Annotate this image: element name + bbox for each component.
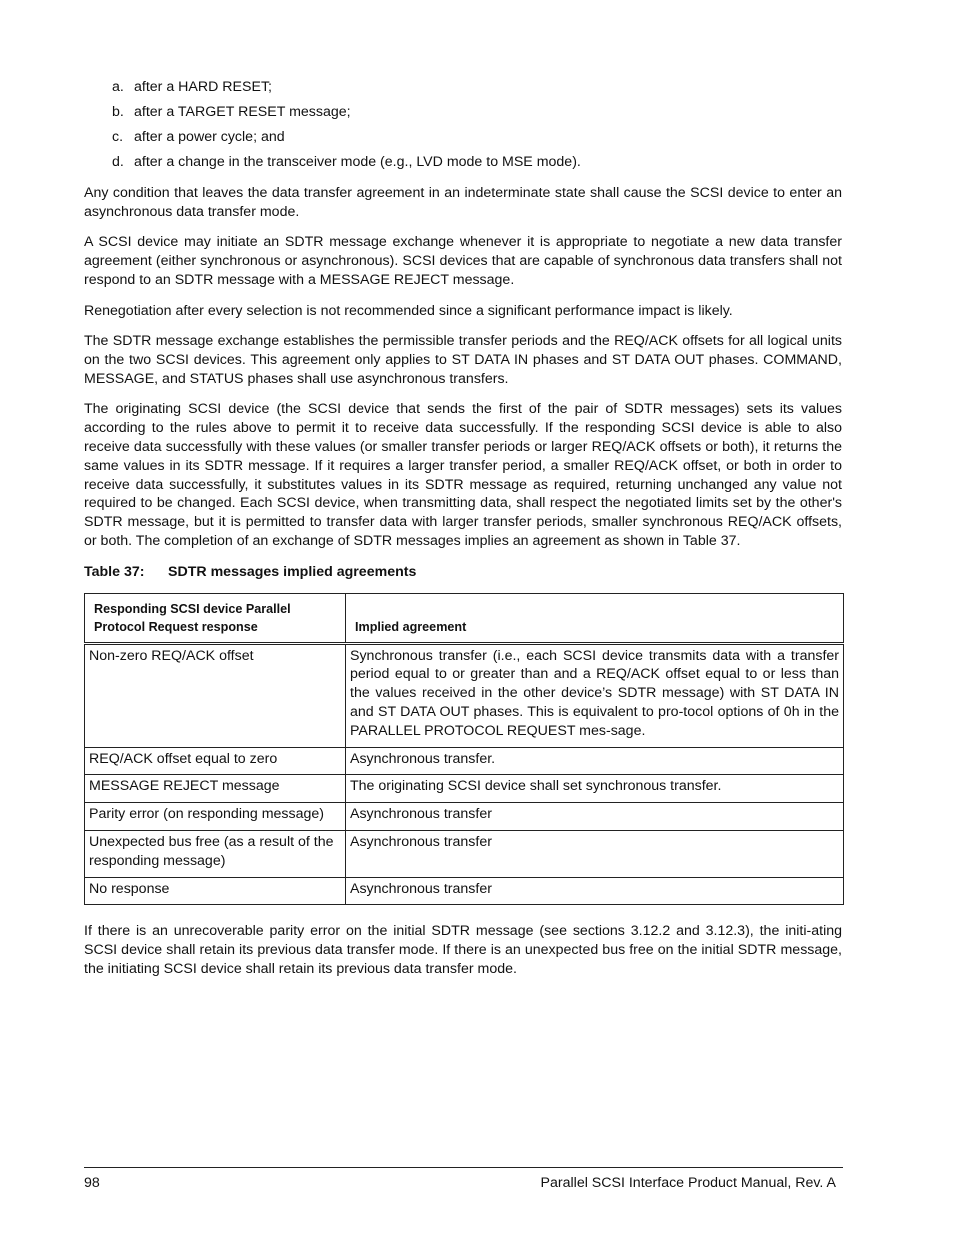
manual-title: Parallel SCSI Interface Product Manual, Rev. A xyxy=(540,1175,836,1191)
paragraph: A SCSI device may initiate an SDTR message exchange whenever it is appropriate to negotiate a new data transfer agreement (either synchronous or asynchronous). SCSI devices that are capable of synchronous data transfers shall not respond to an SDTR message with a MESSAGE REJECT message. xyxy=(84,234,842,288)
column-header-response: Responding SCSI device Parallel Protocol Request response xyxy=(85,593,346,643)
list-item-text: after a TARGET RESET message; xyxy=(134,103,351,120)
document-body xyxy=(84,78,842,991)
list-item xyxy=(84,128,842,147)
list-marker: a. xyxy=(112,79,124,95)
table-cell: The originating SCSI device shall set synchronous transfer. xyxy=(346,775,844,803)
table-cell: Asynchronous transfer xyxy=(346,877,844,905)
table-row xyxy=(85,643,844,747)
table-cell: Asynchronous transfer xyxy=(346,803,844,831)
list-marker: b. xyxy=(112,103,124,120)
paragraph: The originating SCSI device (the SCSI device that sends the first of the pair of SDTR messages) sets its values according to the rules above to permit it to receive data successfully. If the responding SCSI device is able to also receive data successfully with these values (or smaller transfer periods or larger REQ/ACK offsets or both), it returns the same values in its SDTR message. If it requires a larger transfer period, a smaller REQ/ACK offset, or both in order to receive data successfully, it substitutes values in its SDTR message as required, returning unchanged any value not required to be changed. Each SCSI device, when transmitting data, shall respect the negotiated limits set by the other's SDTR message, but it is permitted to transfer data with larger transfer periods, smaller synchronous REQ/ACK offsets, or both. The completion of an exchange of SDTR messages implies an agreement as shown in Table 37. xyxy=(84,401,842,550)
list-item xyxy=(84,103,842,122)
reset-conditions-list xyxy=(84,78,842,172)
table-row xyxy=(85,830,844,877)
table-cell: Synchronous transfer (i.e., each SCSI device transmits data with a transfer period equal to or greater than and a REQ/ACK offset equal to or less than the values received in the other device’s SDTR message) with ST DATA IN and ST DATA OUT phases. This is equivalent to pro-tocol options of 0h in the PARALLEL PROTOCOL REQUEST mes-sage. xyxy=(346,643,844,747)
footer-divider xyxy=(84,1167,843,1168)
paragraph: Renegotiation after every selection is not recommended since a significant performance impact is likely. xyxy=(84,302,733,319)
table-cell: Unexpected bus free (as a result of the responding message) xyxy=(85,830,346,877)
table-caption-number: Table 37: xyxy=(84,563,145,580)
table-cell: Parity error (on responding message) xyxy=(85,803,346,831)
table-row xyxy=(85,775,844,803)
page-number: 98 xyxy=(84,1175,100,1191)
list-item-text: after a HARD RESET; xyxy=(134,79,272,95)
list-marker: d. xyxy=(112,153,124,170)
paragraph: Any condition that leaves the data transfer agreement in an indeterminate state shall cause the SCSI device to enter an asynchronous data transfer mode. xyxy=(84,184,842,220)
table-cell: Asynchronous transfer. xyxy=(346,747,844,775)
list-item xyxy=(84,78,842,97)
table-cell: MESSAGE REJECT message xyxy=(85,775,346,803)
table-cell: Non-zero REQ/ACK offset xyxy=(85,643,346,747)
paragraph: The SDTR message exchange establishes the permissible transfer periods and the REQ/ACK offsets for all logical units on the two SCSI devices. This agreement only applies to ST DATA IN phases and ST DATA OUT phases. COMMAND, MESSAGE, and STATUS phases shall use asynchronous transfers. xyxy=(84,333,842,387)
page-footer xyxy=(84,1175,836,1191)
table-cell: Asynchronous transfer xyxy=(346,830,844,877)
table-row xyxy=(85,803,844,831)
list-item xyxy=(84,153,842,172)
sdtr-agreements-table xyxy=(84,593,844,906)
column-header-agreement: Implied agreement xyxy=(346,593,844,643)
closing-paragraph: If there is an unrecoverable parity error on the initial SDTR message (see sections 3.12.2 and 3.12.3), the initi-ating SCSI device shall retain its previous data transfer mode. If there is an unexpected bus free on the initial SDTR message, the initiating SCSI device shall retain its previous data transfer mode. xyxy=(84,923,842,977)
table-cell: REQ/ACK offset equal to zero xyxy=(85,747,346,775)
list-marker: c. xyxy=(112,128,124,145)
table-row xyxy=(85,747,844,775)
table-header-row xyxy=(85,593,844,643)
table-caption-title: SDTR messages implied agreements xyxy=(168,563,417,580)
list-item-text: after a change in the transceiver mode (e.g., LVD mode to MSE mode). xyxy=(134,153,581,170)
table-cell: No response xyxy=(85,877,346,905)
table-caption xyxy=(84,563,842,582)
table-row xyxy=(85,877,844,905)
list-item-text: after a power cycle; and xyxy=(134,128,285,145)
